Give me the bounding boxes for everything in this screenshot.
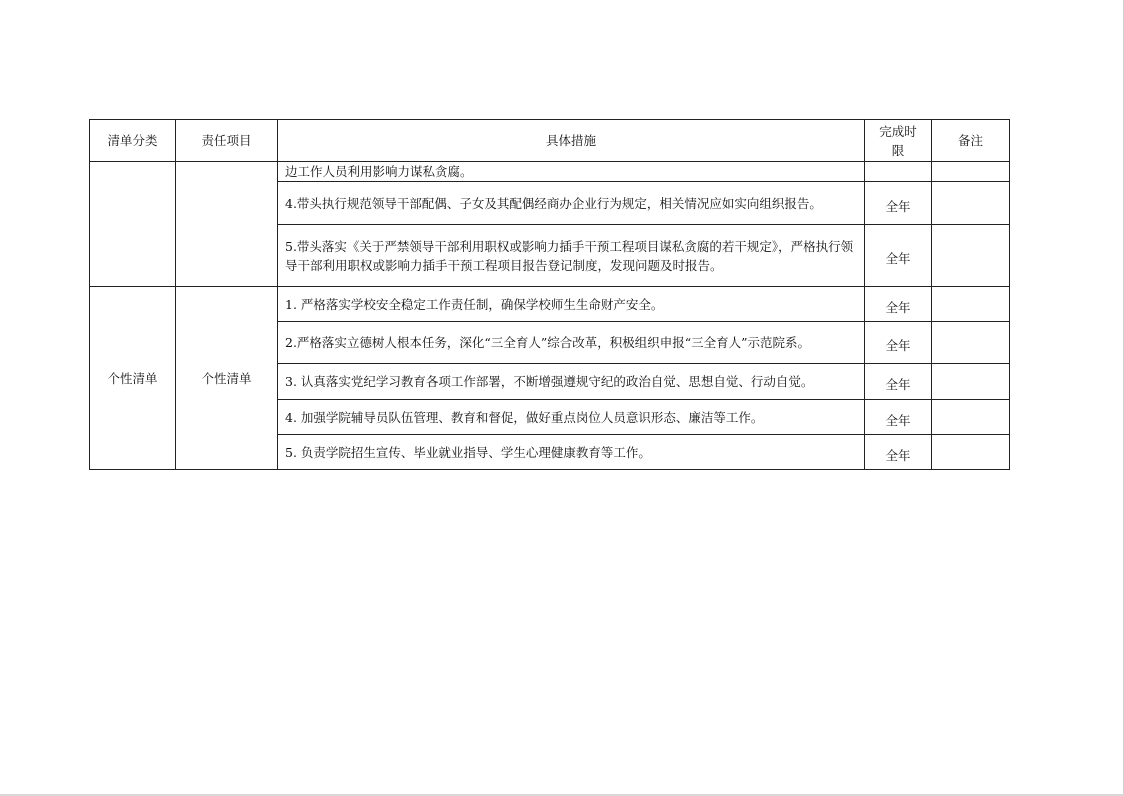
measure-cell: 3. 认真落实党纪学习教育各项工作部署，不断增强遵规守纪的政治自觉、思想自觉、行动自觉。 [278,364,865,400]
deadline-cell: 全年 [865,225,932,287]
header-item: 责任项目 [176,120,278,162]
table-row [90,162,1010,182]
deadline-cell [865,162,932,182]
header-measures: 具体措施 [278,120,865,162]
measure-cell: 4. 加强学院辅导员队伍管理、教育和督促，做好重点岗位人员意识形态、廉洁等工作。 [278,400,865,435]
header-deadline-line2: 限 [891,142,905,158]
note-cell [932,364,1010,400]
deadline-cell: 全年 [865,364,932,400]
deadline-cell: 全年 [865,287,932,322]
header-deadline-line1: 完成时 [879,123,917,139]
group2-item-cell: 个性清单 [176,287,278,470]
measure-cell: 5.带头落实《关于严禁领导干部利用职权或影响力插手干预工程项目谋私贪腐的若干规定》，严格执行领导干部利用职权或影响力插手干预工程项目报告登记制度，发现问题及时报告。 [278,225,865,287]
deadline-cell: 全年 [865,435,932,470]
note-cell [932,182,1010,225]
note-cell [932,225,1010,287]
note-cell [932,287,1010,322]
note-cell [932,400,1010,435]
group1-category-cell [90,162,176,287]
header-category: 清单分类 [90,120,176,162]
measure-cell: 1. 严格落实学校安全稳定工作责任制，确保学校师生生命财产安全。 [278,287,865,322]
responsibility-table [89,119,1010,470]
deadline-cell: 全年 [865,182,932,225]
measure-cell: 5. 负责学院招生宣传、毕业就业指导、学生心理健康教育等工作。 [278,435,865,470]
note-cell [932,162,1010,182]
measure-cell: 边工作人员利用影响力谋私贪腐。 [278,162,865,182]
header-notes: 备注 [932,120,1010,162]
measure-cell: 4.带头执行规范领导干部配偶、子女及其配偶经商办企业行为规定，相关情况应如实向组织报告。 [278,182,865,225]
header-deadline [865,120,932,162]
deadline-cell: 全年 [865,322,932,364]
note-cell [932,322,1010,364]
group1-item-cell [176,162,278,287]
header-row [90,120,1010,162]
deadline-cell: 全年 [865,400,932,435]
group2-category-cell: 个性清单 [90,287,176,470]
note-cell [932,435,1010,470]
table-row [90,287,1010,322]
measure-cell: 2.严格落实立德树人根本任务，深化“三全育人”综合改革，积极组织申报“三全育人”示范院系。 [278,322,865,364]
